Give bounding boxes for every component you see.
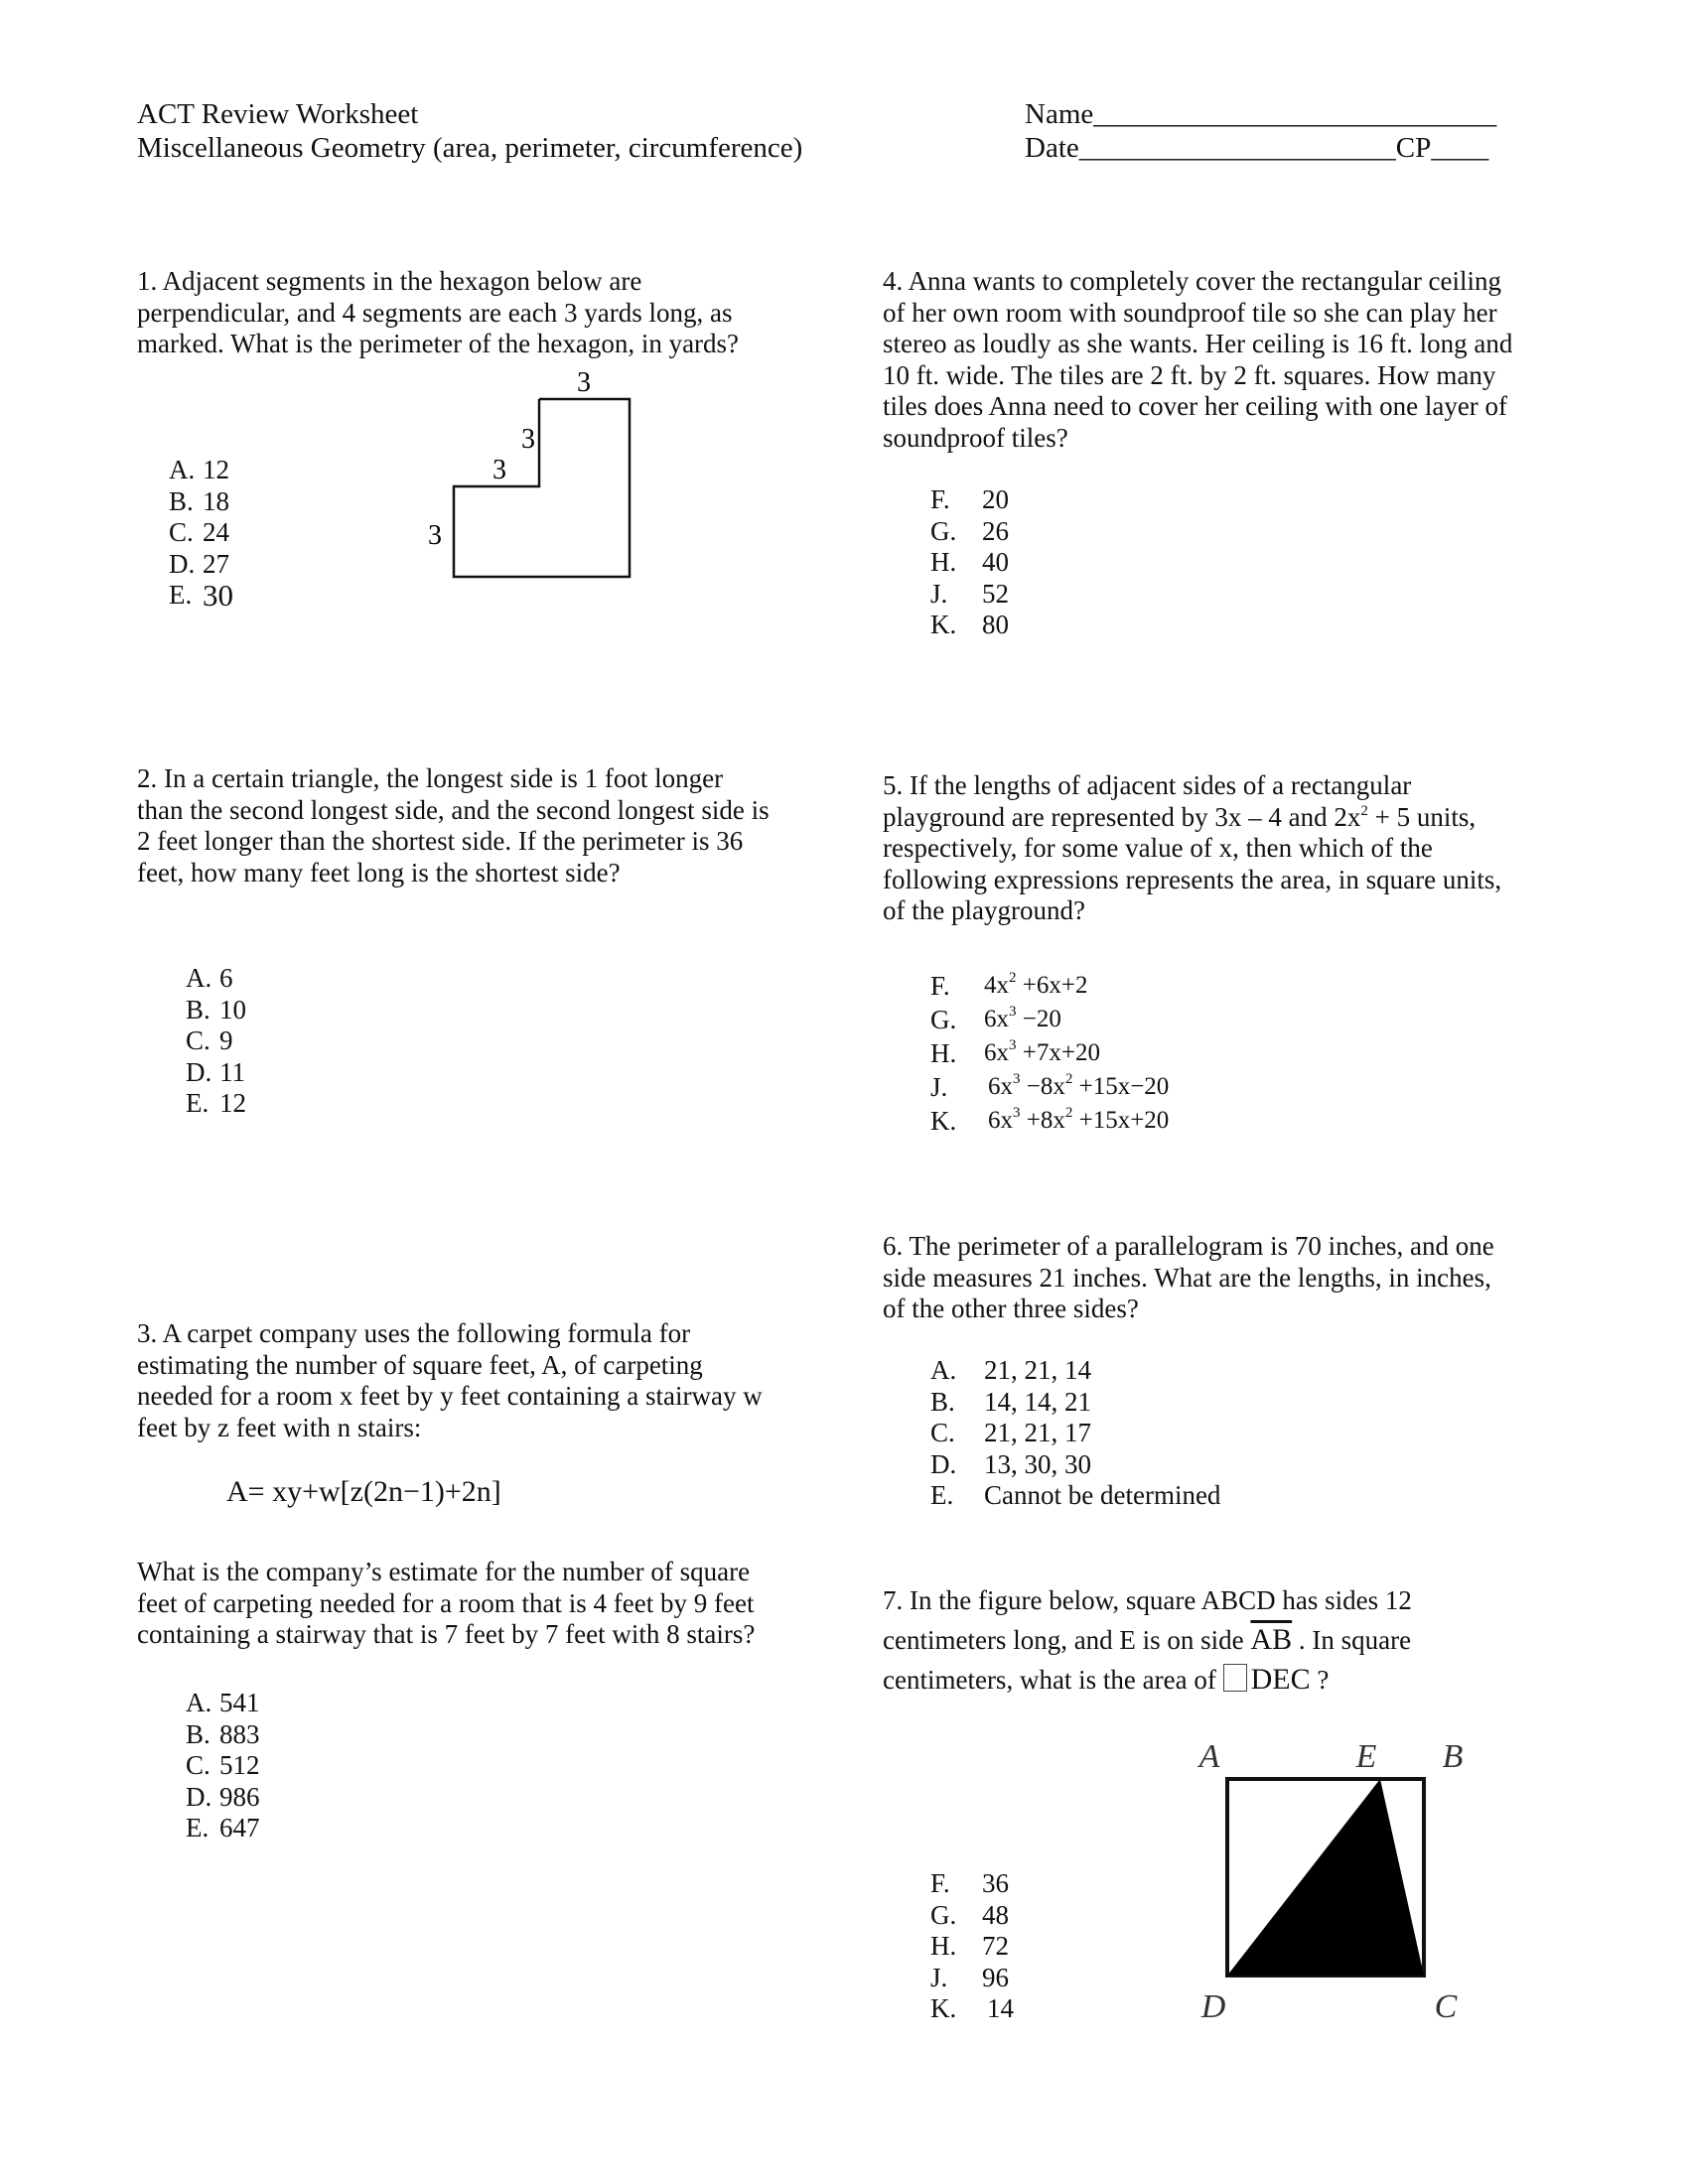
choice-letter: C. [930,1418,955,1447]
hexagon-figure [417,357,655,586]
answer-choice[interactable] [186,1688,260,1719]
q3-choices [186,1688,260,1844]
q5-line: 5. If the lengths of adjacent sides of a rectangular [883,770,1412,800]
choice-expression: $6x^3 +7x+20$ [984,1037,1100,1066]
q5-line: following expressions represents the area, in square units, [883,864,1502,894]
choice-text: 27 [203,548,229,579]
choice-expression: $4x^2 +6x+2$ [984,970,1088,999]
answer-choice[interactable] [186,1088,246,1120]
q6-choices [930,1355,1220,1512]
choice-letter: F. [930,484,950,514]
q2-line: than the second longest side, and the second longest side is [137,794,770,825]
segment-ab: $\overline{AB}$ [1250,1623,1293,1656]
choice-letter: G. [930,515,957,546]
choice-text: 20 [982,484,1009,514]
q7-choices [930,1868,1014,2025]
triangle-name: DEC [1250,1663,1311,1696]
q7-line: 7. In the figure below, square ABCD has sides 12 [883,1585,1412,1615]
carpet-formula: A= xy+w[z(2n−1)+2n] [226,1475,501,1508]
answer-choice[interactable] [930,547,1009,579]
hexagon-label-left: 3 [428,520,442,551]
choice-letter: B. [169,485,194,516]
answer-choice[interactable] [930,579,1009,611]
choice-letter: H. [930,1038,957,1068]
choice-text: 26 [982,515,1009,546]
q4-line: soundproof tiles? [883,422,1068,453]
q2-choices [186,963,246,1120]
choice-text: 11 [219,1056,245,1087]
answer-choice[interactable] [169,549,233,581]
q2-line: 2 feet longer than the shortest side. If the perimeter is 36 [137,826,744,856]
choice-letter: A. [169,455,196,484]
vertex-label-e: E [1355,1739,1377,1775]
choice-text: 12 [219,1088,246,1118]
q1-line: 1. Adjacent segments in the hexagon below are [137,266,642,296]
choice-text: 21, 21, 17 [984,1418,1091,1447]
choice-letter: D. [930,1448,957,1479]
answer-choice[interactable] [930,1931,1014,1963]
choice-expression: $6x^3 -20$ [984,1004,1061,1032]
q3-line: estimating the number of square feet, A, of carpeting [137,1349,703,1380]
choice-text: 72 [982,1931,1009,1961]
q1-choices [169,455,233,612]
q3-line: 3. A carpet company uses the following formula for [137,1318,691,1348]
choice-text: 10 [219,994,246,1024]
choice-letter: A. [930,1355,957,1385]
choice-letter: D. [169,548,196,579]
choice-letter: F. [930,1868,950,1898]
question-4 [883,266,1512,454]
hexagon-label-top: 3 [577,367,591,398]
choice-text: 96 [982,1962,1009,1992]
choice-expression: $6x^3 +8x^2 +15x+20$ [988,1105,1170,1134]
answer-choice[interactable] [169,455,233,486]
answer-choice[interactable] [186,995,246,1026]
choice-letter: A. [186,963,212,993]
answer-choice[interactable] [930,610,1009,641]
answer-choice[interactable] [186,1025,246,1057]
choice-text: 512 [219,1750,260,1780]
choice-letter: J. [930,578,948,609]
question-7 [883,1580,1412,1700]
q5-line [883,802,1501,834]
square-name: ABCD [1200,1585,1276,1615]
triangle-symbol-icon [1223,1664,1247,1692]
q5-text: playground are represented by 3x – 4 and 2x [883,801,1361,832]
choice-text: 883 [219,1718,260,1749]
choice-letter: K. [930,1106,957,1136]
q1-line: marked. What is the perimeter of the hexagon, in yards? [137,329,740,358]
q7-line: centimeters, what is the area of DEC ? [883,1663,1330,1696]
choice-letter: B. [186,994,211,1024]
question-6 [883,1231,1494,1325]
worksheet-subtitle: Miscellaneous Geometry (area, perimeter, circumference) [137,132,803,164]
answer-choice[interactable] [186,963,246,995]
answer-choice[interactable] [930,1900,1014,1932]
q5-line: of the playground? [883,895,1085,925]
answer-choice[interactable] [930,1868,1014,1900]
choice-expression: $6x^3 -8x^2 +15x-20$ [988,1071,1170,1100]
choice-text: 30 [203,578,233,613]
answer-choice[interactable] [930,1355,1220,1387]
hexagon-label-inner-horizontal: 3 [492,455,506,485]
choice-text: 14 [987,1993,1014,2023]
answer-choice[interactable] [186,1750,260,1782]
answer-choice[interactable] [930,969,1169,1003]
question-3 [137,1318,763,1443]
q2-line: feet, how many feet long is the shortest side? [137,857,621,887]
answer-choice[interactable] [186,1057,246,1089]
choice-letter: G. [930,1899,957,1930]
q5-line: respectively, for some value of x, then which of the [883,833,1433,863]
q4-line: stereo as loudly as she wants. Her ceiling is 16 ft. long and [883,329,1513,358]
q4-line: of her own room with soundproof tile so she can play her [883,297,1497,328]
choice-text: 647 [219,1813,260,1843]
choice-text: 986 [219,1781,260,1812]
choice-text: 18 [203,485,229,516]
answer-choice[interactable] [169,580,233,612]
q5-text: + 5 units, [1367,801,1477,832]
choice-text: 24 [203,517,229,547]
q1-line: perpendicular, and 4 segments are each 3 yards long, as [137,297,733,328]
q4-choices [930,484,1009,641]
choice-letter: H. [930,1931,957,1961]
choice-letter: D. [186,1056,212,1087]
choice-letter: E. [186,1813,210,1843]
vertex-label-d: D [1200,1988,1226,2025]
choice-text: 80 [982,610,1009,639]
q3-line: feet by z feet with n stairs: [137,1412,422,1442]
q6-line: 6. The perimeter of a parallelogram is 70 inches, and one [883,1231,1494,1261]
answer-choice[interactable] [930,1418,1220,1449]
answer-choice[interactable] [169,486,233,518]
choice-text: 541 [219,1688,260,1717]
choice-text: 12 [203,455,229,484]
worksheet-title: ACT Review Worksheet [137,98,419,130]
choice-text: 9 [219,1025,233,1055]
q3-line: containing a stairway that is 7 feet by 7 feet with 8 stairs? [137,1619,756,1649]
date-field[interactable]: Date______________________CP____ [1025,132,1489,164]
answer-choice[interactable] [186,1719,260,1751]
triangle-dec [1227,1779,1424,1976]
choice-letter: F. [930,971,950,1001]
choice-letter: B. [930,1386,955,1417]
question-1 [137,266,739,360]
choice-letter: J. [930,1072,948,1102]
choice-text: Cannot be determined [984,1480,1221,1510]
choice-letter: K. [930,610,957,639]
answer-choice[interactable] [930,1993,1014,2025]
choice-letter: A. [186,1688,212,1717]
choice-letter: K. [930,1993,957,2023]
q2-line: 2. In a certain triangle, the longest side is 1 foot longer [137,763,724,793]
q5-choices [930,969,1169,1138]
square-abcd-figure [1172,1739,1489,2037]
answer-choice[interactable] [186,1813,260,1844]
vertex-label-a: A [1198,1739,1220,1775]
question-5 [883,770,1501,927]
answer-choice[interactable] [930,516,1009,548]
question-2 [137,763,770,888]
choice-text: 21, 21, 14 [984,1355,1091,1385]
vertex-label-c: C [1434,1988,1458,2025]
choice-letter: B. [186,1718,211,1749]
choice-text: 48 [982,1899,1009,1930]
q6-line: side measures 21 inches. What are the lengths, in inches, [883,1262,1491,1293]
choice-text: 52 [982,578,1009,609]
choice-letter: E. [169,580,193,610]
answer-choice[interactable] [930,1070,1169,1104]
answer-choice[interactable] [930,1480,1220,1512]
choice-letter: C. [169,517,194,547]
q4-line: 4. Anna wants to completely cover the rectangular ceiling [883,266,1502,296]
q6-line: of the other three sides? [883,1294,1139,1323]
q4-line: 10 ft. wide. The tiles are 2 ft. by 2 ft. squares. How many [883,359,1496,390]
answer-choice[interactable] [930,1104,1169,1138]
choice-letter: G. [930,1005,957,1034]
choice-letter: C. [186,1025,211,1055]
q7-line: centimeters long, and E is on side $\overline{AB}$ . In square [883,1623,1412,1656]
answer-choice[interactable] [930,1387,1220,1419]
question-3-followup [137,1557,755,1651]
q4-line: tiles does Anna need to cover her ceiling with one layer of [883,391,1508,421]
choice-letter: J. [930,1962,948,1992]
choice-letter: E. [930,1480,954,1510]
hexagon-label-inner-vertical: 3 [521,424,535,455]
name-field[interactable]: Name____________________________ [1025,98,1497,130]
answer-choice[interactable] [930,484,1009,516]
q3-line: needed for a room x feet by y feet containing a stairway w [137,1381,763,1411]
vertex-label-b: B [1442,1739,1464,1775]
answer-choice[interactable] [930,1449,1220,1481]
choice-text: 6 [219,963,233,993]
q3-line: feet of carpeting needed for a room that is 4 feet by 9 feet [137,1587,755,1618]
choice-letter: E. [186,1088,210,1118]
choice-text: 40 [982,547,1009,577]
answer-choice[interactable] [930,1003,1169,1036]
choice-text: 14, 14, 21 [984,1386,1091,1417]
q3-line: What is the company’s estimate for the number of square [137,1557,751,1586]
q5-exponent: 2 [1360,802,1368,819]
answer-choice[interactable] [169,517,233,549]
choice-text: 13, 30, 30 [984,1448,1091,1479]
choice-letter: C. [186,1750,211,1780]
hexagon-outline [454,399,630,577]
choice-letter: H. [930,547,957,577]
answer-choice[interactable] [930,1036,1169,1070]
choice-text: 36 [982,1868,1009,1898]
answer-choice[interactable] [186,1782,260,1814]
answer-choice[interactable] [930,1963,1014,1994]
choice-letter: D. [186,1781,212,1812]
